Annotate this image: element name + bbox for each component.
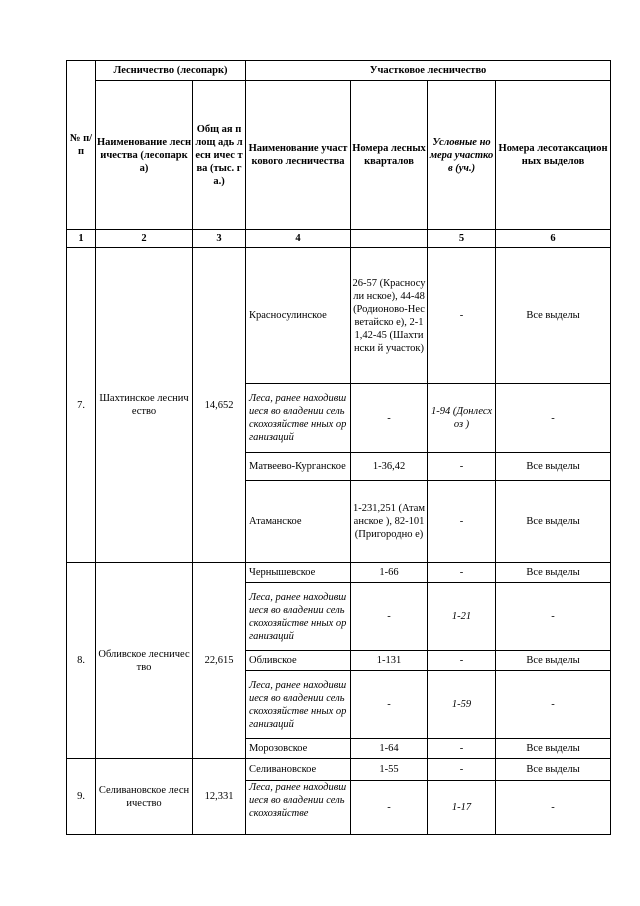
conditional-numbers: 1-21 bbox=[428, 583, 496, 651]
header-num: № п/п bbox=[67, 61, 96, 230]
conditional-numbers: 1-59 bbox=[428, 671, 496, 739]
allotment-numbers: Все выделы bbox=[496, 563, 611, 583]
forestry-name: Обливское лесничество bbox=[96, 563, 193, 759]
entry-number: 9. bbox=[67, 759, 96, 835]
col-number bbox=[351, 230, 428, 248]
forestry-area: 12,331 bbox=[193, 759, 246, 835]
conditional-numbers: - bbox=[428, 651, 496, 671]
conditional-numbers: - bbox=[428, 248, 496, 384]
col-number: 1 bbox=[67, 230, 96, 248]
forestry-area: 22,615 bbox=[193, 563, 246, 759]
entry-number: 8. bbox=[67, 563, 96, 759]
allotment-numbers: Все выделы bbox=[496, 759, 611, 781]
forest-quarters: 26-57 (Красносули нское), 44-48 (Родионово-Несветайско е), 2-11,42-45 (Шахтински й участок) bbox=[351, 248, 428, 384]
conditional-numbers: - bbox=[428, 563, 496, 583]
district-name: Красносулинское bbox=[246, 248, 351, 384]
forest-quarters: 1-64 bbox=[351, 739, 428, 759]
district-name: Морозовское bbox=[246, 739, 351, 759]
header-area: Общ ая площ адь лесн ичес тва (тыс. га.) bbox=[193, 81, 246, 230]
allotment-numbers: - bbox=[496, 671, 611, 739]
allotment-numbers: - bbox=[496, 583, 611, 651]
district-name: Матвеево-Курганское bbox=[246, 453, 351, 481]
forest-quarters: - bbox=[351, 384, 428, 453]
conditional-numbers: - bbox=[428, 481, 496, 563]
allotment-numbers: Все выделы bbox=[496, 739, 611, 759]
forestry-name: Селивановское лесничество bbox=[96, 759, 193, 835]
header-forestry-name: Наименование лесничества (лесопарка) bbox=[96, 81, 193, 230]
conditional-numbers: - bbox=[428, 453, 496, 481]
allotment-numbers: Все выделы bbox=[496, 651, 611, 671]
col-number: 3 bbox=[193, 230, 246, 248]
header-district-name: Наименование участкового лесничества bbox=[246, 81, 351, 230]
header-quarters: Номера лесных кварталов bbox=[351, 81, 428, 230]
forest-quarters: 1-36,42 bbox=[351, 453, 428, 481]
conditional-numbers: - bbox=[428, 759, 496, 781]
district-name: Леса, ранее находившиеся во владении сельскохозяйстве нных организаций bbox=[246, 671, 351, 739]
header-group-district: Участковое лесничество bbox=[246, 61, 611, 81]
conditional-numbers: 1-17 bbox=[428, 781, 496, 835]
forestry-table bbox=[66, 60, 611, 835]
forestry-name: Шахтинское лесничество bbox=[96, 248, 193, 563]
district-name: Селивановское bbox=[246, 759, 351, 781]
conditional-numbers: 1-94 (Донлесхоз ) bbox=[428, 384, 496, 453]
forest-quarters: 1-231,251 (Атаманское ), 82-101 (Пригородно е) bbox=[351, 481, 428, 563]
district-name: Леса, ранее находившиеся во владении сельскохозяйстве bbox=[246, 781, 351, 835]
forestry-table-page bbox=[66, 60, 611, 835]
col-number: 4 bbox=[246, 230, 351, 248]
district-name: Обливское bbox=[246, 651, 351, 671]
col-number: 2 bbox=[96, 230, 193, 248]
allotment-numbers: - bbox=[496, 384, 611, 453]
forestry-area: 14,652 bbox=[193, 248, 246, 563]
allotment-numbers: - bbox=[496, 781, 611, 835]
forest-quarters: - bbox=[351, 781, 428, 835]
district-name: Атаманское bbox=[246, 481, 351, 563]
district-name: Леса, ранее находившиеся во владении сельскохозяйстве нных организаций bbox=[246, 384, 351, 453]
col-number: 6 bbox=[496, 230, 611, 248]
forest-quarters: - bbox=[351, 583, 428, 651]
col-number: 5 bbox=[428, 230, 496, 248]
conditional-numbers: - bbox=[428, 739, 496, 759]
allotment-numbers: Все выделы bbox=[496, 248, 611, 384]
forest-quarters: 1-131 bbox=[351, 651, 428, 671]
header-group-forestry: Лесничество (лесопарк) bbox=[96, 61, 246, 81]
entry-number: 7. bbox=[67, 248, 96, 563]
forest-quarters: 1-66 bbox=[351, 563, 428, 583]
allotment-numbers: Все выделы bbox=[496, 453, 611, 481]
header-allotments: Номера лесотаксационных выделов bbox=[496, 81, 611, 230]
forest-quarters: - bbox=[351, 671, 428, 739]
district-name: Чернышевское bbox=[246, 563, 351, 583]
header-conditional: Условные номера участков (уч.) bbox=[428, 81, 496, 230]
district-name: Леса, ранее находившиеся во владении сельскохозяйстве нных организаций bbox=[246, 583, 351, 651]
forest-quarters: 1-55 bbox=[351, 759, 428, 781]
allotment-numbers: Все выделы bbox=[496, 481, 611, 563]
